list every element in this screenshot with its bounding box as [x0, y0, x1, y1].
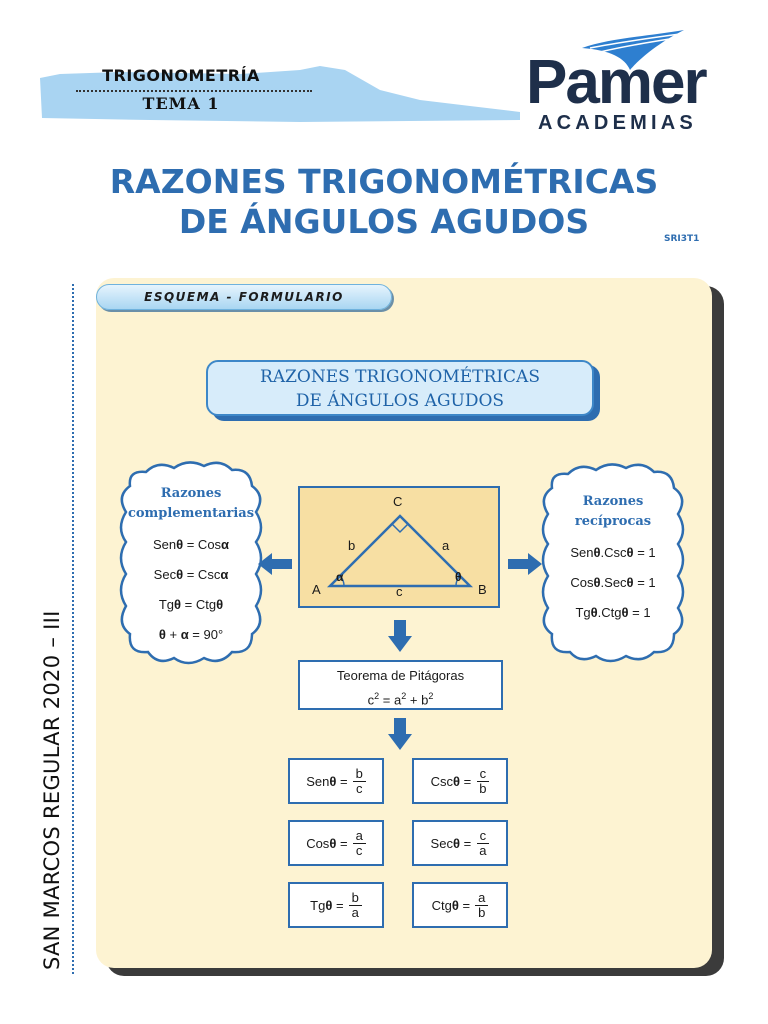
formula-ctg: Ctg θ = $\frac{a}{b}$	[412, 882, 508, 928]
document-code: SRI3T1	[664, 234, 700, 244]
side-vertical-text: SAN MARCOS REGULAR 2020 – III	[40, 610, 64, 970]
side-divider	[72, 284, 74, 974]
right-cloud-content	[546, 492, 680, 628]
brand-logo-text: Pamer	[526, 48, 706, 117]
left-cloud-line: θ + α = 90°	[158, 627, 224, 642]
vertex-a-label: A	[312, 582, 321, 597]
left-cloud-line: Senθ = Cosα	[152, 537, 230, 552]
left-cloud-content	[124, 484, 258, 650]
side-a-label: a	[442, 538, 450, 553]
vertex-b-label: B	[478, 582, 487, 597]
triangle-diagram	[298, 486, 500, 608]
arrow-left-icon	[258, 553, 292, 575]
pythagoras-box	[298, 660, 503, 710]
brand-subtitle: ACADEMIAS	[538, 112, 697, 134]
vertex-c-label: C	[393, 494, 403, 509]
right-cloud-heading2: recíprocas	[574, 514, 652, 529]
theme-label: TEMA 1	[142, 94, 220, 113]
side-c-label: c	[396, 584, 403, 599]
pythagoras-formula: $c^2 = a^2 + b^2$	[367, 691, 434, 708]
right-cloud-line: Cosθ.Secθ = 1	[570, 575, 656, 590]
section-label: ESQUEMA - FORMULARIO	[96, 284, 392, 310]
formula-cos: Cos θ = $\frac{a}{c}$	[288, 820, 384, 866]
formula-csc: Csc θ = $\frac{c}{b}$	[412, 758, 508, 804]
pythagoras-title: Teorema de Pitágoras	[336, 668, 465, 683]
arrow-down-icon	[388, 620, 412, 652]
formula-sen: Sen θ = $\frac{b}{c}$	[288, 758, 384, 804]
inner-title-line2: DE ÁNGULOS AGUDOS	[295, 391, 505, 411]
left-cloud-heading2: complementarias	[127, 506, 255, 521]
angle-theta-label: θ	[455, 570, 462, 584]
left-cloud-heading1: Razones	[160, 486, 222, 501]
arrow-right-icon	[508, 553, 542, 575]
left-cloud-line: Secθ = Cscα	[153, 567, 229, 582]
subject-label: TRIGONOMETRÍA	[102, 66, 260, 85]
right-cloud-heading1: Razones	[582, 494, 644, 509]
page-title-line1: RAZONES TRIGONOMÉTRICAS	[109, 162, 659, 201]
inner-title-line1: RAZONES TRIGONOMÉTRICAS	[260, 367, 540, 387]
angle-alpha-label: α	[336, 570, 344, 584]
left-cloud-line: Tgθ = Ctgθ	[158, 597, 224, 612]
formula-tg: Tg θ = $\frac{b}{a}$	[288, 882, 384, 928]
right-cloud-line: Tgθ.Ctgθ = 1	[575, 605, 651, 620]
formula-sec: Sec θ = $\frac{c}{a}$	[412, 820, 508, 866]
subject-divider	[76, 90, 312, 92]
side-b-label: b	[348, 538, 356, 553]
page-title	[0, 162, 768, 242]
right-cloud-line: Senθ.Cscθ = 1	[570, 545, 656, 560]
inner-title	[206, 360, 594, 416]
arrow-down-icon	[388, 718, 412, 750]
page-title-line2: DE ÁNGULOS AGUDOS	[178, 202, 590, 241]
